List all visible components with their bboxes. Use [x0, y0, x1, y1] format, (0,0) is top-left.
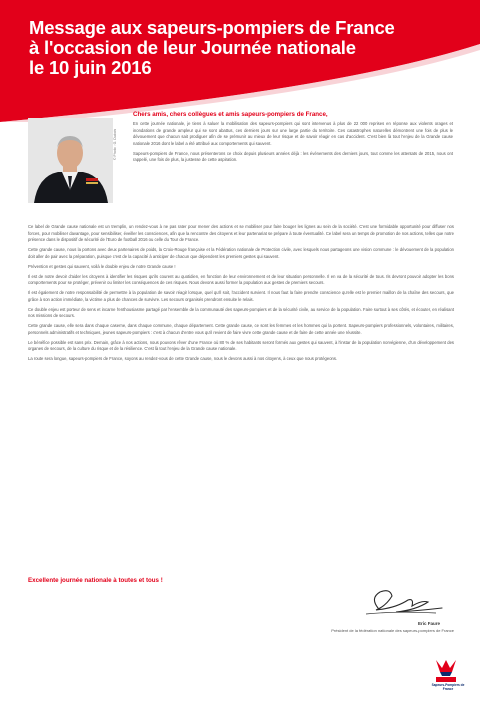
- intro-paragraph: Sapeurs-pompiers de France, nous présenterons ce choix depuis plusieurs années déjà : les événements des derniers jours, tout comme les attentats de 2015, nous ont rappelé, une fois de plus, la justesse de cette aspiration.: [133, 150, 453, 162]
- title-line-2: à l'occasion de leur Journée nationale: [29, 37, 356, 58]
- federation-logo-icon: [432, 656, 460, 684]
- body-paragraph: Le bénéfice possible est sans prix. Demain, grâce à nos actions, nous pouvons rêver d'une France où 80 % de ses habitants seront formés aux gestes qui sauvent, à l'instar de la population norvégienne, d'un développement des organes de secours, de la culture du risque et de la résilience. C'est là tout l'enjeu de la Grande cause nationale.: [28, 339, 454, 351]
- body-paragraph: Ce label de Grande cause nationale est un tremplin, un rendez-vous à ne pas rater pour mener des actions et se mobiliser pour faire bouger les lignes au sein de la société. C'est une formidable opportunité pour diffuser nos forces, pour mobiliser davantage, pour sensibiliser, éveiller les consciences, afin que la rencontre des citoyens et leur partenariat se prépare à toute éventualité. Ce label sera un temps de promotion de nos actions, telles que notre présence dans le dispositif de sécurité de l'Euro de football 2016 ou celle du Tour de France.: [28, 224, 454, 242]
- portrait-photo: [28, 118, 113, 203]
- title-line-3: le 10 juin 2016: [29, 57, 152, 78]
- logo-caption: Sapeurs-Pompiers de France: [431, 683, 465, 691]
- body-paragraph: Cette grande cause, elle sera dans chaque caserne, dans chaque commune, chaque département. Cette grande cause, ce sont les femmes et les hommes qui la portent. Sapeurs-pompiers professionnels, volontaires, militaires, personnels administratifs et techniques, jeunes sapeurs-pompiers : c'est à chacun d'entre vous qu'il revient de faire vivre cette grande cause et de faire de cette année une réussite.: [28, 323, 454, 335]
- body-paragraph: Il est de notre devoir d'aider les citoyens à identifier les risques qu'ils courent au quotidien, en fonction de leur environnement et de leur situation personnelle. Il en va de la sécurité de tous. Ils devront pouvoir adopter les bons comportements pour se protéger, prévenir ou limiter les conséquences de ces risques. Nous devons aussi former la population aux gestes de premiers secours.: [28, 273, 454, 285]
- photo-credit: © Photo : G. Dubois: [113, 128, 117, 160]
- intro-paragraph: En cette journée nationale, je tiens à saluer la mobilisation des sapeurs-pompiers qui sont intervenus à plus de 22 000 reprises en réponse aux violents orages et inondations de grande ampleur qui se sont abattus, ces derniers jours sur une large partie du territoire. Ces catastrophes naturelles démontrent une fois de plus le dévouement que chacun sait prodiguer afin de se prémunir au mieux de leur risque et de savoir réagir en cas d'accident. C'est bien là tout l'enjeu de la Grande cause nationale 2016 dont le label a été attribué aux comportements qui sauvent.: [133, 121, 453, 146]
- title-line-1: Message aux sapeurs-pompiers de France: [29, 17, 395, 38]
- handwritten-signature: [356, 584, 446, 618]
- body-paragraph: Prévention et gestes qui sauvent, voilà le double enjeu de notre Grande cause !: [28, 263, 176, 269]
- body-paragraph: Ce double enjeu est porteur de sens et incarne l'enthousiasme partagé par l'ensemble de la communauté des sapeurs-pompiers et de la sécurité civile, au service de la population. Faire surtout à ses côtés, et écouter, en réalisant nos missions de secours.: [28, 306, 454, 318]
- page-header: [0, 0, 480, 122]
- page-title: [29, 18, 459, 78]
- letter-greeting: Chers amis, chers collègues et amis sapeurs-pompiers de France,: [133, 111, 328, 118]
- portrait-image: [28, 118, 113, 203]
- body-paragraph: La route sera longue, sapeurs-pompiers de France, soyons au rendez-vous de cette Grande cause, nous le devons aussi à nos citoyens, à ceux que nous protégeons.: [28, 356, 338, 361]
- signature-role: Président de la fédération nationale des sapeurs-pompiers de France: [331, 628, 454, 633]
- letter-body: [28, 224, 454, 366]
- letter-closing: Excellente journée nationale à toutes et tous !: [28, 577, 163, 584]
- signature-name: Eric Faure: [418, 621, 441, 626]
- intro-text: [133, 121, 453, 167]
- body-paragraph: Cette grande cause, nous la portons avec deux partenaires de poids, la Croix-Rouge française et la Fédération nationale de Protection civile, avec lesquels nous partageons une vision commune : le dévouement de la population doit aller de pair avec la préparation, puisque c'est de la capacité à anticiper de chacun que dépendent les premiers gestes qui sauvent.: [28, 247, 454, 259]
- body-paragraph: Il est également de notre responsabilité de permettre à la population de savoir réagir lorsque, quel qu'il soit, l'accident survient. Il nous faut la faire prendre conscience qu'elle est le premier maillon de la chaîne des secours, que grâce à son action immédiate, la victime a plus de chances de survivre. Les secours organisés prendront ensuite le relais.: [28, 290, 454, 302]
